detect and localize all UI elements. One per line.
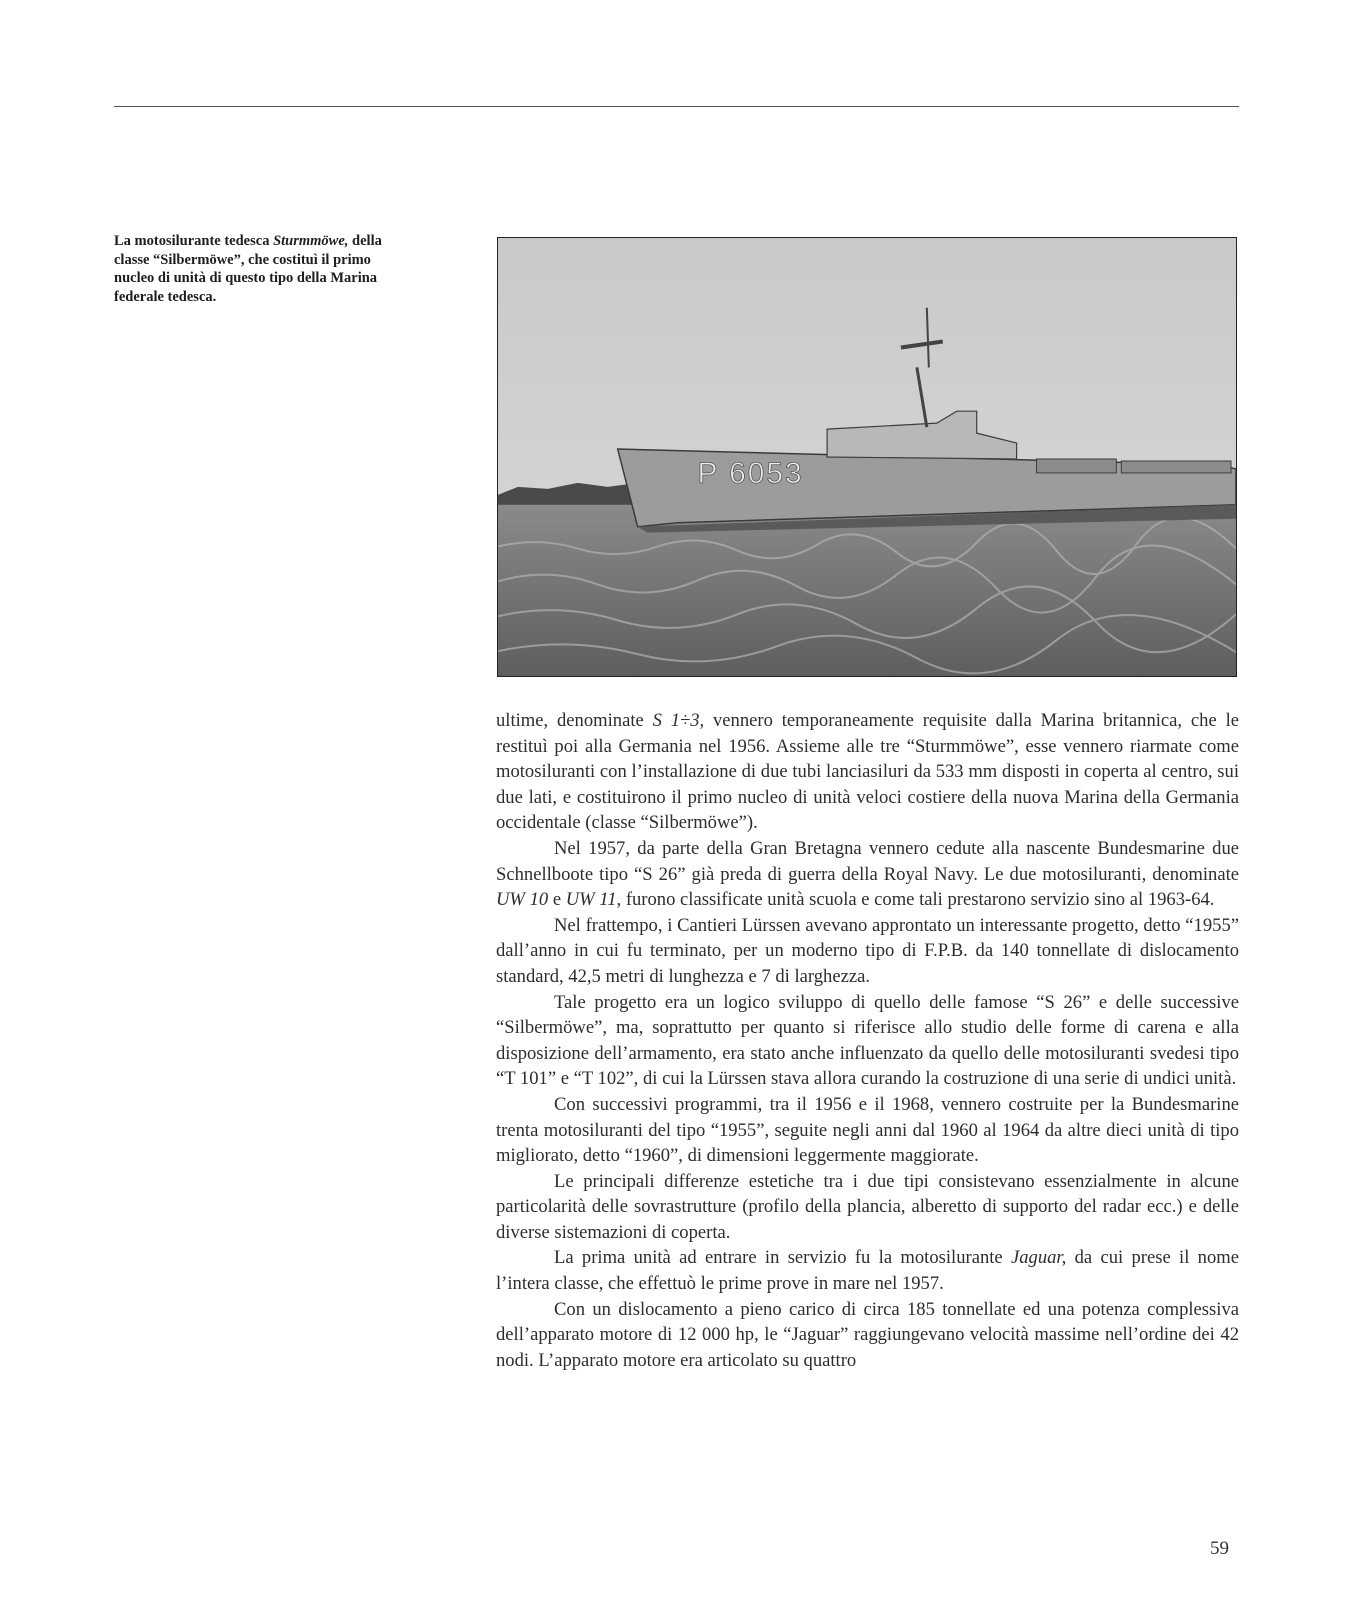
caption-ship-name: Sturmmöwe, bbox=[273, 233, 349, 249]
boat-photo-illustration bbox=[498, 238, 1236, 676]
body-paragraph bbox=[496, 1297, 1239, 1374]
body-paragraph bbox=[496, 708, 1239, 836]
paragraph-text: Nel frattempo, i Cantieri Lürssen avevano approntato un interessante progetto, detto “1955” dall’anno in cui fu terminato, per un moderno tipo di F.P.B. da 140 tonnellate di dislocamento standard, 42,5 metri di lunghezza e 7 di larghezza. bbox=[496, 914, 1239, 987]
boat-photo bbox=[497, 237, 1237, 677]
paragraph-text: Con successivi programmi, tra il 1956 e il 1968, vennero costruite per la Bundesmarine trenta motosiluranti del tipo “1955”, seguite negli anni dal 1960 al 1964 da altre dieci unità di tipo migliorato, detto “1960”, di dimensioni leggermente maggiorate. bbox=[496, 1093, 1239, 1167]
body-paragraph bbox=[496, 913, 1239, 990]
paragraph-text: ultime, denominate bbox=[496, 710, 653, 731]
paragraph-text: Le principali differenze estetiche tra i due tipi consistevano essenzialmente in alcune particolarità delle sovrastrutture (profilo della plancia, alberetto di supporto del radar ecc.) e delle diverse sistemazioni di coperta. bbox=[496, 1170, 1239, 1243]
paragraph-text: Tale progetto era un logico sviluppo di quello delle famose “S 26” e delle successive “Silbermöwe”, ma, soprattutto per quanto si riferisce allo studio delle forme di carena e alla disposizione dell’armamento, era stato anche influenzato da quello delle motosiluranti svedesi tipo “T 101” e “T 102”, di cui la Lürssen stava allora curando la costruzione di una serie di undici unità. bbox=[496, 991, 1239, 1090]
paragraph-text: vennero temporaneamente requisite dalla Marina britannica, che le restituì poi alla Germania nel 1956. Assieme alle tre “Sturmmöwe”, esse vennero riarmate come motosiluranti con l’installazione di due tubi lanciasiluri da 533 mm disposti in coperta al centro, sui due lati, e costituirono il primo nucleo di unità veloci costiere della nuova Marina della Germania occidentale (classe “Silbermöwe”). bbox=[496, 710, 1239, 834]
paragraph-text: Con un dislocamento a pieno carico di circa 185 tonnellate ed una potenza complessiva dell’apparato motore di 12 000 hp, le “Jaguar” raggiungevano velocità massime nell’ordine dei 42 nodi. L’apparato motore era articolato su quattro bbox=[496, 1298, 1239, 1371]
paragraph-text: Nel 1957, da parte della Gran Bretagna vennero cedute alla nascente Bundesmarine due Schnellboote tipo “S 26” già preda di guerra della Royal Navy. Le due motosiluranti, denominate bbox=[496, 837, 1239, 885]
caption-text-rest: della classe “Silbermöwe”, che costituì il primo nucleo di unità di questo tipo della Marina federale tedesca. bbox=[114, 233, 382, 305]
italic-name: UW 10 bbox=[496, 889, 549, 911]
torpedo-tube bbox=[1037, 459, 1117, 473]
page-number: 59 bbox=[1210, 1538, 1229, 1559]
italic-name: Jaguar, bbox=[1010, 1247, 1067, 1269]
paragraph-text: da cui prese il nome l’intera classe, che effettuò le prime prove in mare nel 1957. bbox=[496, 1247, 1239, 1295]
body-paragraph bbox=[496, 1245, 1239, 1296]
body-paragraph bbox=[496, 990, 1239, 1092]
body-paragraph bbox=[496, 1092, 1239, 1169]
deck-fittings bbox=[1121, 461, 1231, 473]
body-paragraph bbox=[496, 836, 1239, 913]
sea bbox=[498, 505, 1236, 676]
paragraph-text: La prima unità ad entrare in servizio fu la motosilurante bbox=[554, 1247, 1011, 1269]
body-text bbox=[496, 708, 1239, 1373]
paragraph-text: furono classificate unità scuola e come tali prestarono servizio sino al 1963-64. bbox=[621, 889, 1215, 911]
hull-marking: P 6053 bbox=[697, 456, 804, 490]
photo-caption bbox=[114, 232, 414, 306]
italic-name: UW 11, bbox=[565, 889, 622, 911]
italic-name: S 1÷3, bbox=[652, 710, 705, 731]
header-rule bbox=[114, 106, 1239, 107]
paragraph-text: e bbox=[548, 889, 566, 911]
caption-text: La motosilurante tedesca bbox=[114, 233, 274, 249]
body-paragraph bbox=[496, 1169, 1239, 1246]
